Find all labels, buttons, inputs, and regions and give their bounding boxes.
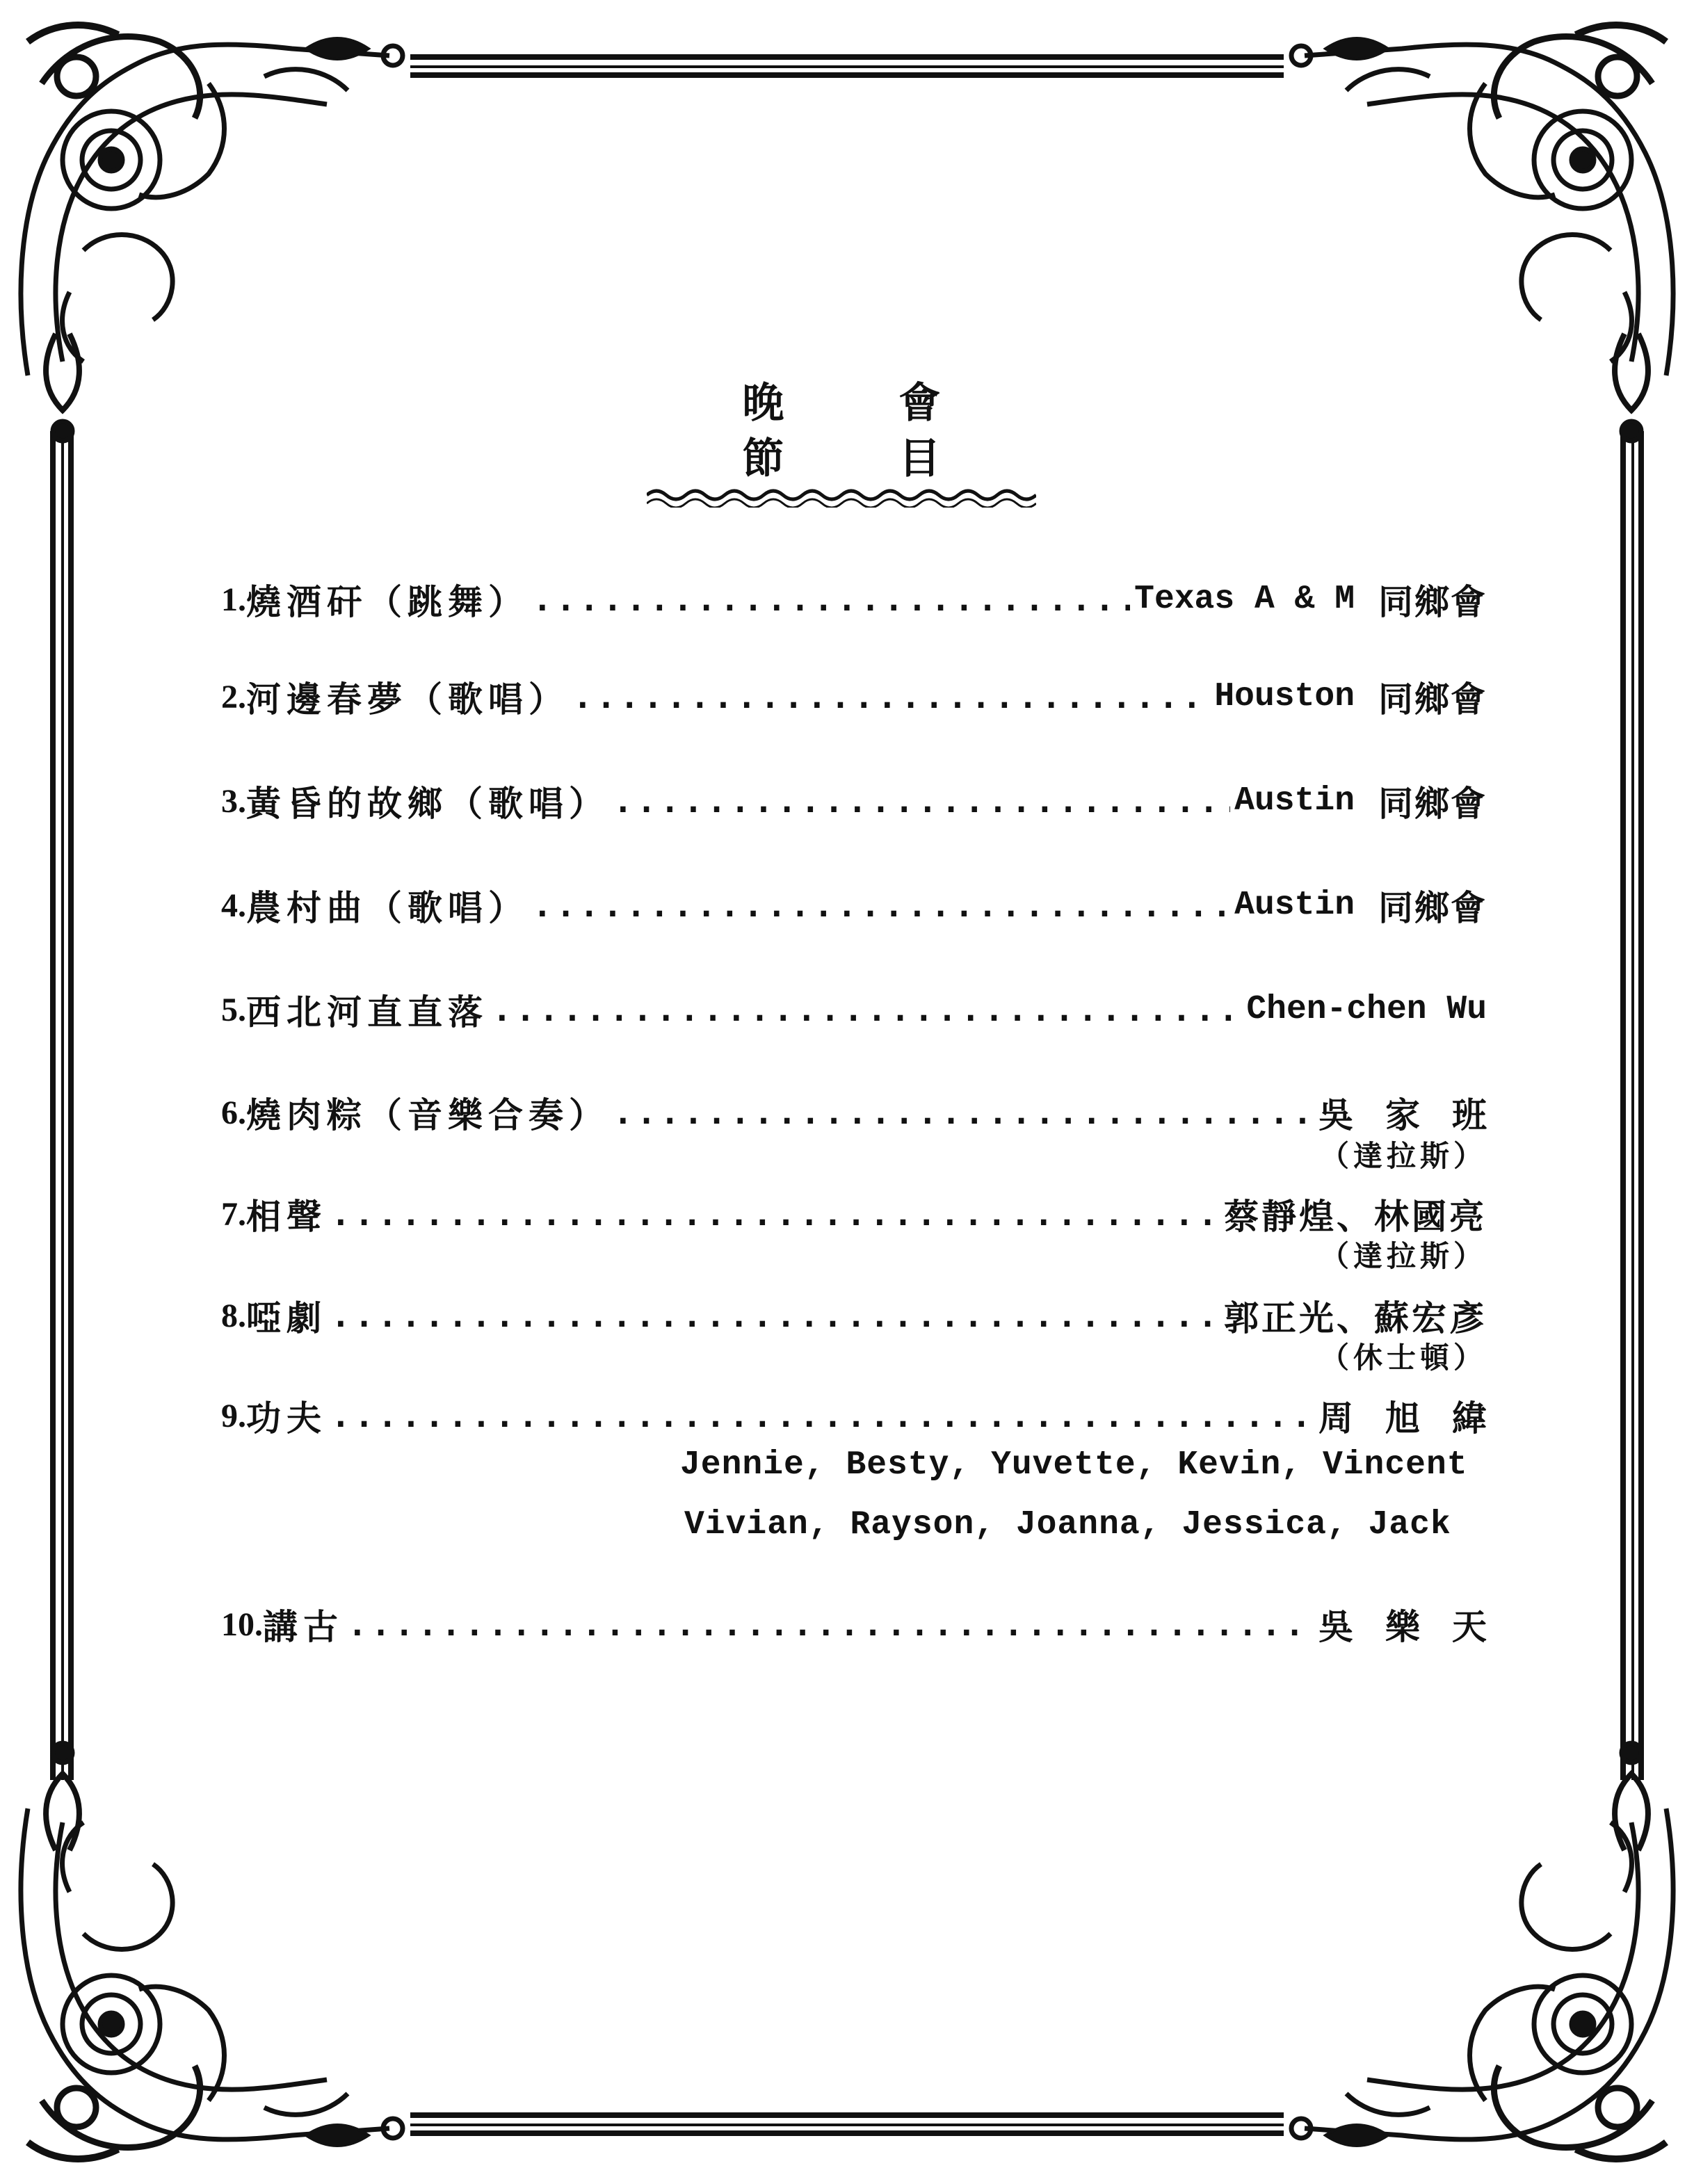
item-performer: Austin: [1234, 782, 1355, 820]
program-item-8: [221, 1288, 1487, 1343]
item-title: 啞劇: [246, 1297, 327, 1338]
item-title: 燒酒矸（跳舞）: [246, 581, 529, 622]
item-number: 4.: [221, 887, 246, 924]
item-number: 9.: [221, 1397, 246, 1434]
item-performer: 蔡靜煌、林國亮: [1224, 1196, 1487, 1237]
item-title: 河邊春夢（歌唱）: [246, 679, 569, 720]
program-item-1: [221, 572, 1487, 627]
item-number: 3.: [221, 782, 246, 820]
frame-left-border: [53, 431, 71, 1780]
item-number: 5.: [221, 991, 246, 1028]
item-performer: 吳樂天: [1318, 1606, 1519, 1647]
item-number: 10.: [221, 1605, 263, 1643]
program-item-2: [221, 669, 1487, 725]
item-members-line-2: Vivian, Rayson, Joanna, Jessica, Jack: [684, 1506, 1451, 1544]
item-number: 8.: [221, 1297, 246, 1334]
page-title: 晚 會 節 目: [742, 379, 991, 483]
item-association: 同鄉會: [1378, 679, 1487, 720]
corner-ornament-bottom-right: [1291, 1743, 1673, 2159]
frame-bottom-border: [410, 2115, 1284, 2133]
item-title: 相聲: [246, 1196, 327, 1237]
item-number: 7.: [221, 1195, 246, 1233]
corner-ornament-top-left: [21, 25, 403, 441]
program-item-7: [221, 1186, 1487, 1242]
dot-leader: [348, 1596, 1314, 1652]
item-number: 1.: [221, 581, 246, 618]
dot-leader: [533, 572, 1130, 627]
program-item-4: [221, 877, 1487, 933]
frame-top-border: [410, 57, 1284, 75]
corner-ornament-bottom-left: [21, 1743, 403, 2159]
item-title: 功夫: [246, 1398, 327, 1439]
dot-leader: [533, 877, 1230, 933]
item-performer: Texas A & M: [1134, 581, 1355, 618]
dot-leader: [613, 1085, 1314, 1140]
title-underline-wave: [647, 487, 1036, 508]
item-association: 同鄉會: [1378, 581, 1487, 622]
item-title: 黃昏的故鄉（歌唱）: [246, 783, 609, 824]
program-item-10: [221, 1596, 1519, 1652]
frame-right-border: [1623, 431, 1641, 1780]
program-item-9: [221, 1388, 1519, 1443]
item-title: 燒肉粽（音樂合奏）: [246, 1094, 609, 1135]
item-performer: Austin: [1234, 887, 1355, 924]
program-item-6: [221, 1085, 1519, 1140]
item-performer: 吳家班: [1318, 1094, 1519, 1135]
program-item-5: [221, 982, 1487, 1037]
item-title: 農村曲（歌唱）: [246, 887, 529, 928]
item-association: 同鄉會: [1378, 783, 1487, 824]
item-location: （達拉斯）: [1319, 1239, 1487, 1273]
dot-leader: [613, 773, 1230, 829]
item-performer: 周旭緯: [1318, 1398, 1519, 1439]
dot-leader: [331, 1388, 1314, 1443]
item-title: 講古: [263, 1606, 344, 1647]
item-number: 2.: [221, 678, 246, 715]
item-number: 6.: [221, 1094, 246, 1131]
dot-leader: [492, 982, 1242, 1037]
item-performer: 郭正光、蘇宏彥: [1224, 1297, 1487, 1338]
item-location: （達拉斯）: [1319, 1139, 1487, 1173]
item-performer: Chen-chen Wu: [1246, 991, 1487, 1028]
dot-leader: [573, 669, 1210, 725]
dot-leader: [331, 1186, 1220, 1242]
dot-leader: [331, 1288, 1220, 1343]
page-title-block: [626, 375, 1057, 508]
corner-ornament-top-right: [1291, 25, 1673, 441]
item-performer: Houston: [1214, 678, 1355, 715]
item-title: 西北河直直落: [246, 992, 488, 1033]
item-location: （休士頓）: [1319, 1341, 1487, 1375]
item-members-line-1: Jennie, Besty, Yuvette, Kevin, Vincent: [680, 1446, 1468, 1484]
item-association: 同鄉會: [1378, 887, 1487, 928]
program-item-3: [221, 773, 1487, 829]
